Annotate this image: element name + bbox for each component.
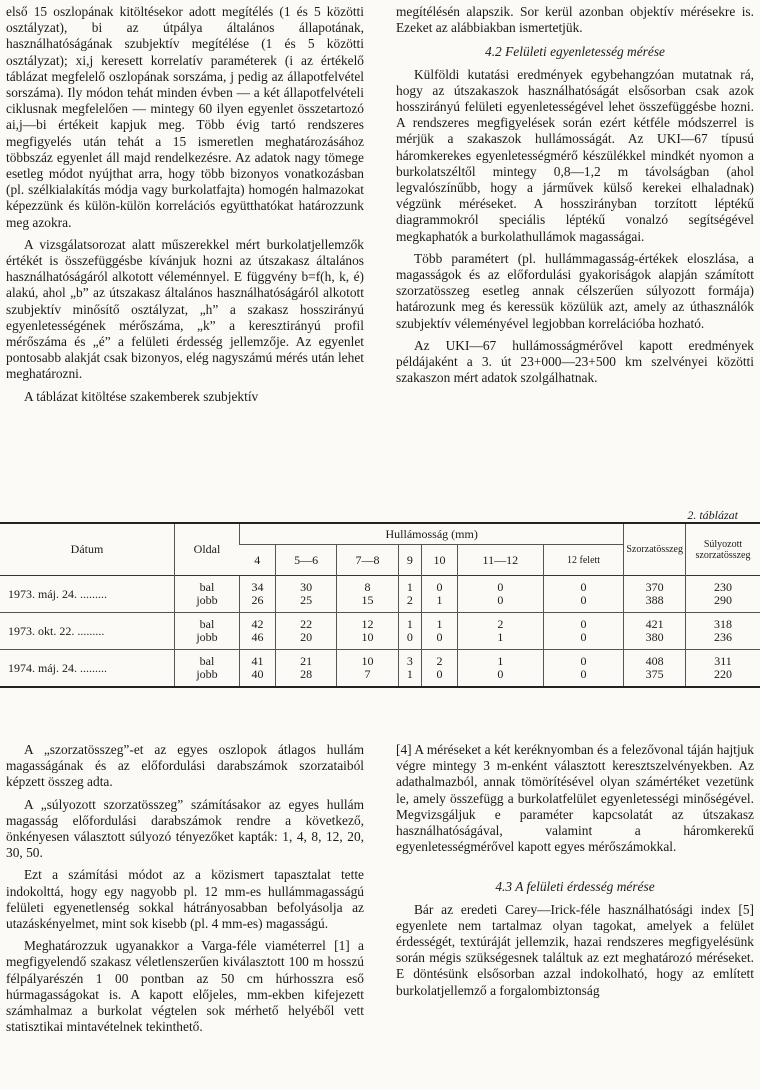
section-title-4-2: 4.2 Felületi egyenletesség mérése <box>485 44 665 60</box>
paragraph: Meghatározzuk ugyanakkor a Varga-féle viaméterrel [1] a megfigyelendő szakasz véletlenszerűen kiválasztott 100 m hosszú félpályarészén 1 00 pontban az 50 cm húrhosszra eső húrmagasságokat is. A kapott előjeles, mm-ekben kifejezett számhalmaz a burkolat végtelen sok mérhető helyéből vett statisztikai mintavételnek tekinthető. <box>6 938 364 1035</box>
paragraph: [4] A méréseket a két keréknyomban és a felezővonal táján hajtjuk végre mintegy 3 m-enként választott keresztszelvényekben. Az adathalmazból, annak tömörítésével olyan számértéket vezetünk le, amely összefügg a burkolatfelület egyenletességi minőségével. Megvizsgáljuk e paraméter kapcsolatát az útszakasz használhatóságával, valamint a háromkerekű egyenletességmérővel kapott egyes mérőszámokkal. <box>396 742 754 855</box>
top-left-column <box>6 4 364 405</box>
value-cell: 41 40 <box>240 650 276 688</box>
header-group: Hullámosság (mm) <box>240 523 624 545</box>
weighted-cell: 230 290 <box>686 576 760 613</box>
value-cell: 1 0 <box>457 650 543 688</box>
subheader: 7—8 <box>337 545 398 576</box>
product-cell: 408 375 <box>624 650 686 688</box>
value-cell: 21 28 <box>275 650 336 688</box>
paragraph: Ezt a számítási módot az a közismert tapasztalat tette indokolttá, hogy egy nagyobb pl. 12 mm-es hullámmagasságú felületi egyenetlenség sokkal hátrányosabban befolyásolja az utazáskényelmet, mint sok kisebb (pl. 4 mm-es) magasságú. <box>6 867 364 932</box>
paragraph: első 15 oszlopának kitöltésekor adott megítélés (1 és 5 közötti osztályzat), bi az útpálya általános állapotának, használhatóságának szubjektív megítélése (1 és 5 közötti osztályzat); xi,j keresett korrelatív paraméterek (i az értékelő táblázat megfelelő oszlopának sorszáma, j pedig az állapotfelvétel sorszáma). Ily módon tehát minden évben — a két állapotfelvételi ciklusnak megfelelően — mintegy 60 ilyen egyenlet összetartozó ai,j—bi értékeit kapjuk meg. Több évig tartó rendszeres megfigyelés után tehát a 15 ismeretlen meghatározásához többszáz egyenlet áll majd rendelkezésre. Az adatok nagy tömege esetleg módot nyújthat arra, hogy több bizonyos vonatkozásban (pl. szélkialakítás módja vagy burkolatfajta) homogén halmazokat képezzünk és külön-külön korrelációs együtthatókat határozzunk meg azokra. <box>6 4 364 230</box>
value-cell: 0 1 <box>421 576 457 613</box>
paragraph: Bár az eredeti Carey—Irick-féle használhatósági index [5] egyenlete nem tartalmaz olyan tagokat, amelyek a felület érdességét, textúráját jellemzik, hazai rendszeres megfigyelésünk során mégis szükségesnek találtuk az ezt meghatározó méréseket. E döntésünk elsősorban azzal indokolható, hogy az említett burkolatjellemző a forgalombiztonság <box>396 901 754 998</box>
date-cell: 1974. máj. 24. ......... <box>0 650 175 688</box>
paragraph: A „súlyozott szorzatösszeg” számításakor az egyes hullám magasság előfordulási darabszámok rendre a következő, önkényesen választott súlyozó tényezőket kapták: 1, 4, 8, 12, 20, 30, 50. <box>6 796 364 861</box>
value-cell: 3 1 <box>398 650 421 688</box>
header-weighted: Súlyozott szorzatösszeg <box>686 523 760 576</box>
product-cell: 370 388 <box>624 576 686 613</box>
table-row <box>0 650 760 688</box>
paragraph: A vizsgálatsorozat alatt műszerekkel mért burkolatjellemzők értékét is összefüggésbe kívánjuk hozni az útszakasz általános használhatóságáról alkotott véleménnyel. E függvény b=f(h, k, é) alakú, ahol „b” az útszakasz általános használhatóságáról alkotott szubjektív minősítő osztályzat, „h” a szakasz hosszirányú egyenletességének mérőszáma, „k” a keresztirányú profil mérőszáma és „é” a felületi érdesség jellemzője. Az egyenlet pontosabb alakját csak bizonyos, elég nagyszámú mérés után lehet meghatározni. <box>6 236 364 382</box>
value-cell: 12 10 <box>337 613 398 650</box>
bottom-right-column <box>396 742 754 999</box>
table-caption: 2. táblázat <box>687 508 738 522</box>
value-cell: 0 0 <box>543 650 624 688</box>
section-title-4-3: 4.3 A felületi érdesség mérése <box>495 879 655 895</box>
value-cell: 22 20 <box>275 613 336 650</box>
value-cell: 2 0 <box>421 650 457 688</box>
bottom-left-column <box>6 742 364 1035</box>
header-side: Oldal <box>175 523 240 576</box>
value-cell: 34 26 <box>240 576 276 613</box>
paragraph: Külföldi kutatási eredmények egybehangzóan mutatnak rá, hogy az útszakaszok használhatóságát elsősorban csak azok hosszirányú felületi egyenletességével lehet összefüggésbe hozni. A rendszeres megfigyelések során ezért kétféle módszerrel is mérjük a szakaszok hullámosságát. Az UKI—67 típusú háromkerekes egyenletességmérő készülékkel mindkét nyomon a burkolatszéltől mintegy 0,8—1,2 m távolságban (ahol legvalószínűbb, hogy a járművek külső kerekei elhaladnak) végzünk méréseket. A hosszirányban torzított léptékű diagrammokról speciális léptékű vonalzó segítségével megkaphatók a burkolathullámok magasságai. <box>396 66 754 244</box>
value-cell: 0 0 <box>543 576 624 613</box>
top-right-column <box>396 4 754 386</box>
value-cell: 1 2 <box>398 576 421 613</box>
side-cell: bal jobb <box>175 650 240 688</box>
weighted-cell: 318 236 <box>686 613 760 650</box>
product-cell: 421 380 <box>624 613 686 650</box>
subheader: 5—6 <box>275 545 336 576</box>
data-table <box>0 522 760 688</box>
header-date: Dátum <box>70 542 104 556</box>
value-cell: 0 0 <box>543 613 624 650</box>
header-product: Szorzatösszeg <box>624 523 686 576</box>
subheader: 12 felett <box>543 545 624 576</box>
value-cell: 30 25 <box>275 576 336 613</box>
paragraph: megítélésén alapszik. Sor kerül azonban objektív mérésekre is. Ezeket az alábbiakban ismertetjük. <box>396 4 754 36</box>
value-cell: 42 46 <box>240 613 276 650</box>
date-cell: 1973. máj. 24. ......... <box>0 576 175 613</box>
paragraph: Az UKI—67 hullámosságmérővel kapott eredmények példájaként a 3. út 23+000—23+500 km szelvényei közötti szakaszon mért adatok szolgálhatnak. <box>396 337 754 386</box>
paragraph: Több paramétert (pl. hullámmagasság-értékek eloszlása, a magasságok és az előfordulási gyakoriságok alapján számított szorzatösszeg esetleg annak célszerűen súlyozott formája) határozunk meg és keressük közülük azt, amely az úthasználók szubjektív véleményével legjobban korrelációba hozható. <box>396 250 754 331</box>
paragraph: A „szorzatösszeg”-et az egyes oszlopok átlagos hullám magasságának és az előfordulási darabszámok szorzataiból képzett összeg adta. <box>6 742 364 790</box>
table-row <box>0 576 760 613</box>
value-cell: 8 15 <box>337 576 398 613</box>
value-cell: 10 7 <box>337 650 398 688</box>
subheader: 4 <box>240 545 276 576</box>
paragraph: A táblázat kitöltése szakemberek szubjektív <box>24 388 259 404</box>
value-cell: 1 0 <box>421 613 457 650</box>
table-row <box>0 613 760 650</box>
side-cell: bal jobb <box>175 613 240 650</box>
side-cell: bal jobb <box>175 576 240 613</box>
date-cell: 1973. okt. 22. ......... <box>0 613 175 650</box>
subheader: 11—12 <box>457 545 543 576</box>
weighted-cell: 311 220 <box>686 650 760 688</box>
subheader: 9 <box>398 545 421 576</box>
subheader: 10 <box>421 545 457 576</box>
value-cell: 1 0 <box>398 613 421 650</box>
value-cell: 2 1 <box>457 613 543 650</box>
value-cell: 0 0 <box>457 576 543 613</box>
